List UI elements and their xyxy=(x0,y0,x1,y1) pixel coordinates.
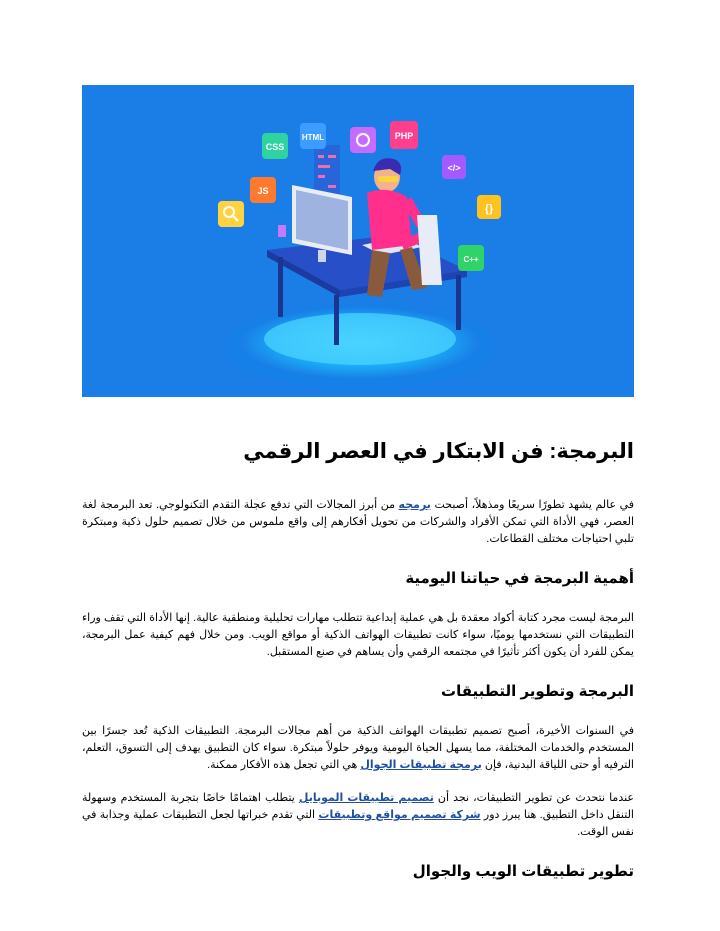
html-icon xyxy=(300,123,326,149)
svg-text:PHP: PHP xyxy=(394,131,414,141)
cpp-icon xyxy=(458,245,484,271)
curly-braces-icon xyxy=(477,195,501,219)
svg-text:</>: </> xyxy=(447,163,461,173)
php-icon xyxy=(390,121,418,149)
section-heading-web-mobile: تطوير تطبيقات الويب والجوال xyxy=(412,863,634,880)
section-heading-apps: البرمجة وتطوير التطبيقات xyxy=(441,683,634,700)
magnifier-icon xyxy=(218,201,244,227)
programming-link[interactable]: برمجه xyxy=(398,499,431,511)
apps-paragraph-1: في السنوات الأخيرة، أصبح تصميم تطبيقات الهواتف الذكية من أهم مجالات البرمجة. التطبيقات الذكية تُعد جسرًا بين المستخدم والخدمات المختلفة، مما يسهل الحياة اليومية ويوفر حلولاً مبتكرة. سواء كان التطبيق يهدف إلى التسوق، التعلم، الترفيه أو حتى اللياقة البدنية، فإن برمجة تطبيقات الجوال هي التي تجعل هذه الأفكار ممكنة. xyxy=(82,725,634,771)
programmer-illustration xyxy=(82,85,634,397)
css-icon xyxy=(262,133,288,159)
svg-text:C++: C++ xyxy=(463,255,479,264)
apps-paragraph-2: عندما نتحدث عن تطوير التطبيقات، نجد أن تصميم تطبيقات الموبايل يتطلب اهتمامًا خاصًا بتجربة المستخدم وسهولة التنقل داخل التطبيق. هنا يبرز دور شركة تصميم مواقع وتطبيقات التي تقدم خبراتها لجعل التطبيقات عملية وجذابة في نفس الوقت. xyxy=(82,792,634,838)
svg-text:CSS: CSS xyxy=(265,142,285,152)
mobile-app-design-link[interactable]: تصميم تطبيقات الموبايل xyxy=(298,792,434,804)
mobile-apps-programming-link[interactable]: برمجة تطبيقات الجوال xyxy=(360,759,482,771)
article-title: البرمجة: فن الابتكار في العصر الرقمي xyxy=(243,440,634,463)
platform-inner xyxy=(264,313,456,365)
hero-illustration xyxy=(82,85,634,397)
web-app-design-company-link[interactable]: شركة تصميم مواقع وتطبيقات xyxy=(318,809,481,821)
svg-text:{}: {} xyxy=(484,203,494,215)
intro-paragraph: في عالم يشهد تطورًا سريعًا ومذهلاً، أصبحت برمجه من أبرز المجالات التي تدفع عجلة التقدم التكنولوجي. تعد البرمجة لغة العصر، فهي الأداة التي تمكن الأفراد والشركات من تحويل أفكارهم إلى واقع ملموس من خلال تصميم حلول ذكية ومبتكرة تلبي احتياجات مختلف القطاعات. xyxy=(82,499,634,545)
section-heading-importance: أهمية البرمجة في حياتنا اليومية xyxy=(405,570,634,587)
importance-paragraph: البرمجة ليست مجرد كتابة أكواد معقدة بل هي عملية إبداعية تتطلب مهارات تحليلية ومنطقية عالية. إنها الأداة التي تقف وراء التطبيقات التي نستخدمها يوميًا، سواء كانت تطبيقات الهواتف الذكية أو مواقع الويب. ومن خلال فهم كيفية عمل البرمجة، يمكن للفرد أن يكون أكثر تأثيرًا في مجتمعه الرقمي وأن يساهم في صنع المستقبل. xyxy=(82,612,635,658)
code-brackets-icon xyxy=(442,155,466,179)
gears-icon xyxy=(350,127,376,153)
article xyxy=(82,437,634,903)
svg-text:HTML: HTML xyxy=(301,133,325,142)
svg-text:JS: JS xyxy=(257,186,269,196)
js-icon xyxy=(250,177,276,203)
